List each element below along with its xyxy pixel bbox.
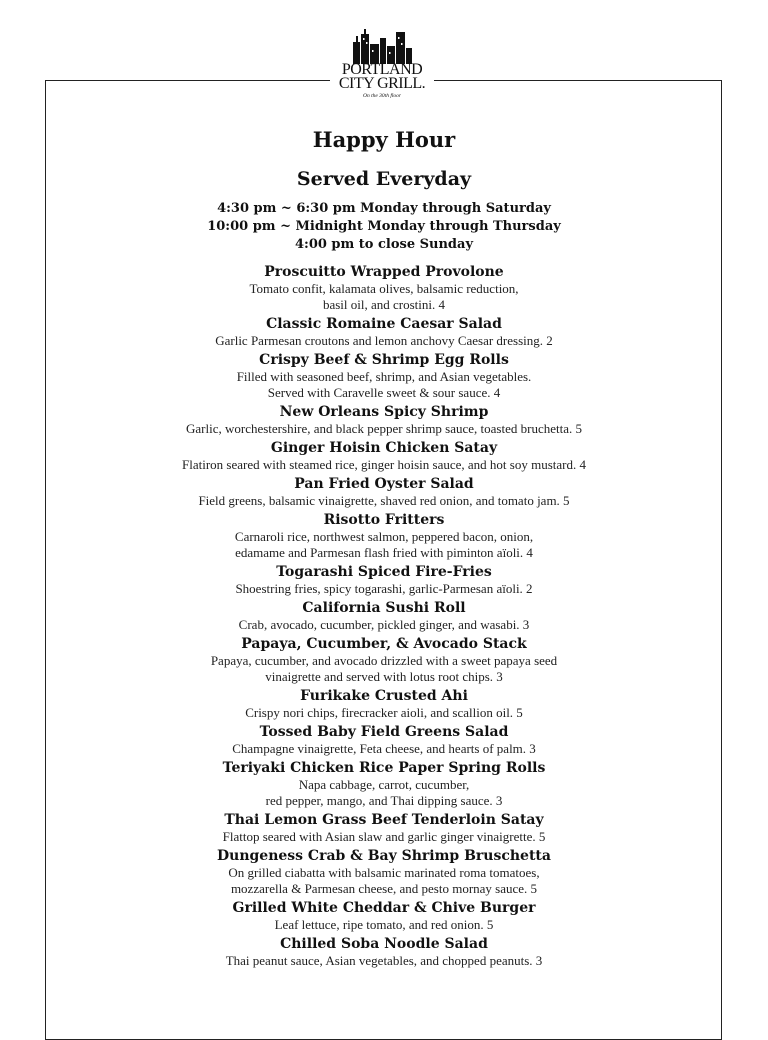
menu-item-name: New Orleans Spicy Shrimp <box>279 404 489 420</box>
menu-item <box>100 599 668 633</box>
logo-name-line-2: CITY GRILL. <box>338 75 426 92</box>
menu-item-name: Teriyaki Chicken Rice Paper Spring Rolls <box>222 760 546 776</box>
menu-item <box>100 847 668 897</box>
menu-item-description: Garlic, worchestershire, and black pepper shrimp sauce, toasted bruchetta. 5 <box>186 421 582 436</box>
menu-item <box>100 475 668 509</box>
city-skyline-icon <box>347 28 417 64</box>
menu-item-description: Flatiron seared with steamed rice, ginger hoisin sauce, and hot soy mustard. 4 <box>182 457 586 472</box>
menu-item <box>100 935 668 969</box>
menu-item <box>100 811 668 845</box>
menu-item-description: Carnaroli rice, northwest salmon, peppered bacon, onion, edamame and Parmesan flash fried with piminton aïoli. 4 <box>234 529 534 560</box>
menu-item <box>100 315 668 349</box>
menu-item-description: Thai peanut sauce, Asian vegetables, and chopped peanuts. 3 <box>225 953 543 968</box>
menu-item <box>100 403 668 437</box>
menu-item <box>100 351 668 401</box>
menu-item-name: Classic Romaine Caesar Salad <box>266 316 502 332</box>
menu-item-name: Crispy Beef & Shrimp Egg Rolls <box>259 352 509 368</box>
menu-item-description: Garlic Parmesan croutons and lemon anchovy Caesar dressing. 2 <box>215 333 553 348</box>
logo-tagline: On the 30th floor <box>362 93 402 99</box>
menu-content <box>100 126 668 971</box>
hours-line: 4:30 pm ~ 6:30 pm Monday through Saturday <box>217 201 551 216</box>
menu-item-description: Flattop seared with Asian slaw and garlic ginger vinaigrette. 5 <box>222 829 546 844</box>
menu-item-description: Crispy nori chips, firecracker aioli, and scallion oil. 5 <box>245 705 523 720</box>
menu-list <box>100 263 668 969</box>
menu-item <box>100 687 668 721</box>
menu-item <box>100 511 668 561</box>
menu-item-name: Furikake Crusted Ahi <box>300 688 468 704</box>
menu-item-description: Tomato confit, kalamata olives, balsamic reduction, basil oil, and crostini. 4 <box>249 281 519 312</box>
page-title: Happy Hour <box>312 127 456 152</box>
menu-item <box>100 563 668 597</box>
menu-item-name: Papaya, Cucumber, & Avocado Stack <box>241 636 527 652</box>
menu-item-description: Leaf lettuce, ripe tomato, and red onion. 5 <box>274 917 494 932</box>
page-subtitle: Served Everyday <box>296 168 472 190</box>
restaurant-logo <box>330 28 434 120</box>
menu-item-description: Shoestring fries, spicy togarashi, garlic-Parmesan aïoli. 2 <box>235 581 533 596</box>
menu-item-description: Field greens, balsamic vinaigrette, shaved red onion, and tomato jam. 5 <box>198 493 570 508</box>
menu-item-name: Risotto Fritters <box>323 512 445 528</box>
menu-item-description: Papaya, cucumber, and avocado drizzled with a sweet papaya seed vinaigrette and served with lotus root chips. 3 <box>210 653 558 684</box>
menu-item-name: Togarashi Spiced Fire-Fries <box>276 564 492 580</box>
menu-item-name: Grilled White Cheddar & Chive Burger <box>232 900 536 916</box>
menu-item-name: Chilled Soba Noodle Salad <box>280 936 488 952</box>
menu-item-description: Napa cabbage, carrot, cucumber, red pepper, mango, and Thai dipping sauce. 3 <box>265 777 503 808</box>
hours-line: 4:00 pm to close Sunday <box>294 237 474 252</box>
menu-item-name: California Sushi Roll <box>302 600 466 616</box>
menu-item-description: Filled with seasoned beef, shrimp, and Asian vegetables. Served with Caravelle sweet & sour sauce. 4 <box>236 369 532 400</box>
menu-item-name: Pan Fried Oyster Salad <box>294 476 474 492</box>
hours-line: 10:00 pm ~ Midnight Monday through Thursday <box>207 219 561 234</box>
menu-item-name: Ginger Hoisin Chicken Satay <box>270 440 498 456</box>
menu-item <box>100 899 668 933</box>
menu-item-description: Champagne vinaigrette, Feta cheese, and hearts of palm. 3 <box>232 741 536 756</box>
menu-item-name: Thai Lemon Grass Beef Tenderloin Satay <box>224 812 544 828</box>
menu-item-name: Dungeness Crab & Bay Shrimp Bruschetta <box>217 848 551 864</box>
menu-item-name: Tossed Baby Field Greens Salad <box>259 724 509 740</box>
menu-item <box>100 439 668 473</box>
hours-block <box>100 200 668 254</box>
menu-item <box>100 723 668 757</box>
logo-name-line-1: PORTLAND <box>341 61 423 78</box>
menu-item <box>100 759 668 809</box>
menu-item <box>100 263 668 313</box>
menu-item-description: Crab, avocado, cucumber, pickled ginger, and wasabi. 3 <box>238 617 530 632</box>
menu-item-name: Proscuitto Wrapped Provolone <box>264 264 504 280</box>
menu-item-description: On grilled ciabatta with balsamic marinated roma tomatoes, mozzarella & Parmesan cheese, and pesto mornay sauce. 5 <box>228 865 540 896</box>
menu-item <box>100 635 668 685</box>
